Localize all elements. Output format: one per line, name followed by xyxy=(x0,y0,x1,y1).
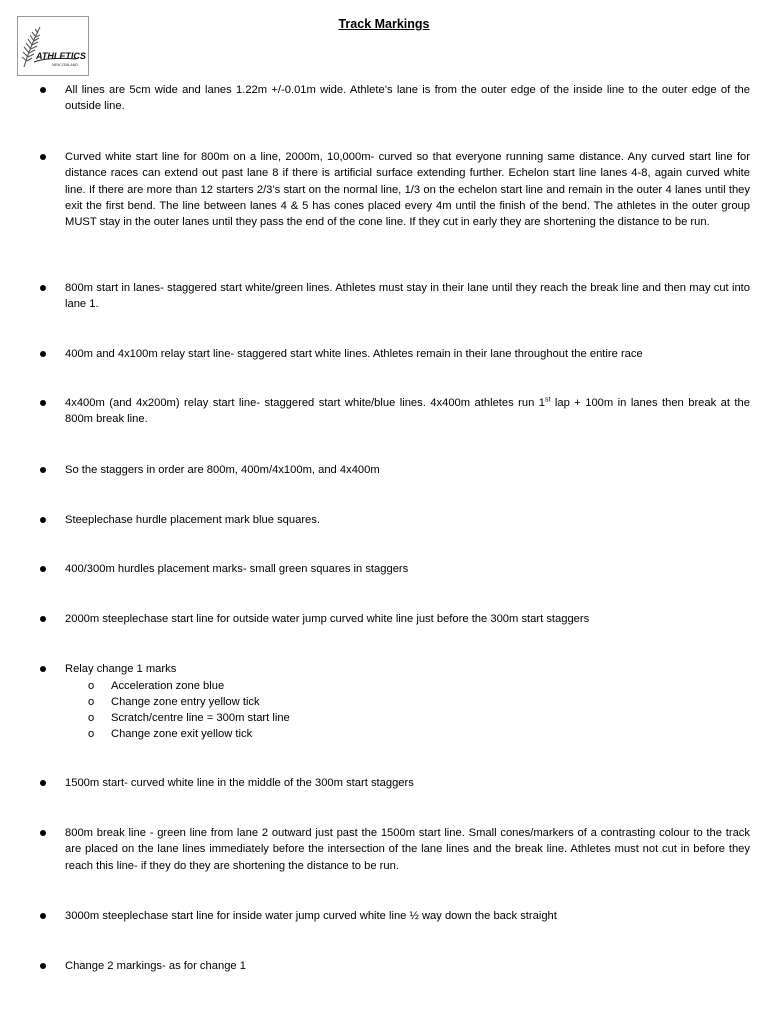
bullet-text-part: lap + 100m in lanes then break at the 800m break line. xyxy=(65,397,750,426)
bullet-dot xyxy=(40,467,46,473)
bullet-text: 400/300m hurdles placement marks- small green squares in staggers xyxy=(65,563,409,575)
bullet-dot xyxy=(40,517,46,523)
bullet-text: 800m start in lanes- staggered start white/green lines. Athletes must stay in their lane until they reach the break line and then may cut into lane 1. xyxy=(65,282,750,311)
logo-wordmark: ATHLETICS xyxy=(36,51,86,61)
bullet-dot xyxy=(40,285,46,291)
bullet-dot xyxy=(40,351,46,357)
bullet-text: So the staggers in order are 800m, 400m/4x100m, and 4x400m xyxy=(65,464,380,476)
sub-bullet-marker: o xyxy=(88,680,95,692)
bullet-text: 400m and 4x100m relay start line- staggered start white lines. Athletes remain in their lane throughout the entire race xyxy=(65,348,643,360)
bullet-text: Curved white start line for 800m on a line, 2000m, 10,000m- curved so that everyone running same distance. Any curved start line for distance races can extend out past lane 8 if there is artificial surface extending further. Echelon start line lanes 4-8, again curved white line. If there are more than 12 starters 2/3’s start on the normal line, 1/3 on the echelon start line and remain in the outer 4 lanes until they exit the first bend. The line between lanes 4 & 5 has cones placed every 4m until the finish of the bend. The athletes in the outer group MUST stay in the outer lanes until they pass the end of the cone line. If they cut in early they are shortening the distance to be run. xyxy=(65,151,750,229)
bullet-dot xyxy=(40,400,46,406)
bullet-text: 1500m start- curved white line in the middle of the 300m start staggers xyxy=(65,777,414,789)
bullet-dot xyxy=(40,566,46,572)
bullet-text: 2000m steeplechase start line for outside water jump curved white line just before the 300m start staggers xyxy=(65,613,590,625)
sub-bullet-text: Change zone exit yellow tick xyxy=(111,728,253,740)
bullet-text: Relay change 1 marks xyxy=(65,663,177,675)
sub-bullet-text: Scratch/centre line = 300m start line xyxy=(111,712,290,724)
sub-bullet-marker: o xyxy=(88,712,95,724)
bullet-dot xyxy=(40,616,46,622)
bullet-text xyxy=(65,395,750,428)
bullet-dot xyxy=(40,666,46,672)
ordinal-suffix: st xyxy=(545,396,551,404)
sub-bullet-text: Acceleration zone blue xyxy=(111,680,225,692)
bullet-dot xyxy=(40,87,46,93)
bullet-dot xyxy=(40,154,46,160)
bullet-text: Steeplechase hurdle placement mark blue squares. xyxy=(65,514,320,526)
bullet-text-part: 4x400m (and 4x200m) relay start line- staggered start white/blue lines. 4x400m athletes run 1 xyxy=(65,397,545,409)
bullet-text: 800m break line - green line from lane 2 outward just past the 1500m start line. Small cones/markers of a contrasting colour to the track are placed on the lane lines immediately before the intersection of the lane lines and the break line. Athletes must not cut in before they reach this line- if they do they are shortening the distance to be run. xyxy=(65,827,750,872)
page-title: Track Markings xyxy=(338,17,430,31)
bullet-dot xyxy=(40,963,46,969)
bullet-text: 3000m steeplechase start line for inside water jump curved white line ½ way down the back straight xyxy=(65,910,557,922)
logo-subtext: NEW ZEALAND xyxy=(52,63,78,67)
bullet-text: All lines are 5cm wide and lanes 1.22m +/-0.01m wide. Athlete’s lane is from the outer edge of the inside line to the outer edge of the outside line. xyxy=(65,84,750,113)
bullet-dot xyxy=(40,830,46,836)
bullet-dot xyxy=(40,780,46,786)
bullet-dot xyxy=(40,913,46,919)
sub-bullet-marker: o xyxy=(88,696,95,708)
bullet-text: Change 2 markings- as for change 1 xyxy=(65,960,246,972)
sub-bullet-marker: o xyxy=(88,728,95,740)
sub-bullet-text: Change zone entry yellow tick xyxy=(111,696,260,708)
